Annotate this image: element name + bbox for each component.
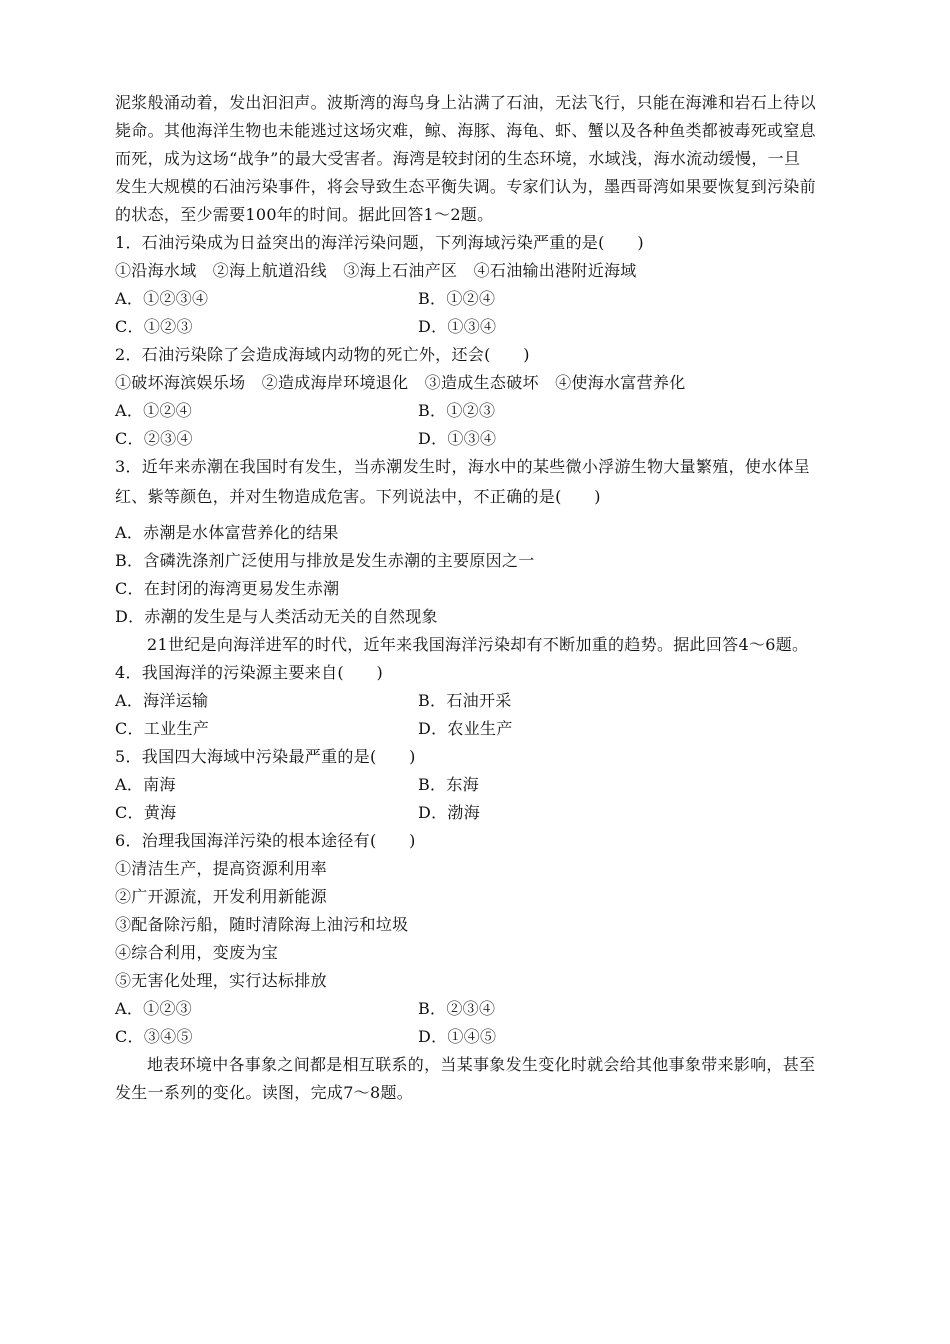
question-3-stem-line2: 红、紫等颜色，并对生物造成危害。下列说法中，不正确的是( ): [115, 487, 601, 506]
question-6-item: ④综合利用，变废为宝: [115, 943, 279, 962]
question-2-option-b: B．①②③: [418, 401, 496, 420]
question-1-option-c: C．①②③: [115, 317, 193, 336]
question-2-option-c: C．②③④: [115, 429, 193, 448]
question-3-option-c: C．在封闭的海湾更易发生赤潮: [115, 579, 340, 598]
question-3-option-d: D．赤潮的发生是与人类活动无关的自然现象: [115, 607, 438, 626]
question-3-option-b: B．含磷洗涤剂广泛使用与排放是发生赤潮的主要原因之一: [115, 551, 535, 570]
question-5-option-c: C．黄海: [115, 803, 177, 822]
question-6-option-d: D．①④⑤: [418, 1027, 497, 1046]
passage-line: 泥浆般涌动着，发出汩汩声。波斯湾的海鸟身上沾满了石油，无法飞行，只能在海滩和岩石上待以: [115, 93, 816, 112]
question-1-stem: 1．石油污染成为日益突出的海洋污染问题，下列海域污染严重的是( ): [115, 233, 644, 252]
question-1-option-a: A．①②③④: [115, 289, 209, 308]
question-1-option-b: B．①②④: [418, 289, 496, 308]
question-6-option-b: B．②③④: [418, 999, 496, 1018]
question-2-items: ①破坏海滨娱乐场 ②造成海岸环境退化 ③造成生态破坏 ④使海水富营养化: [115, 373, 686, 392]
question-6-item: ②广开源流，开发利用新能源: [115, 887, 327, 906]
question-4-option-d: D．农业生产: [418, 719, 513, 738]
passage-line: 的状态，至少需要100年的时间。据此回答1～2题。: [115, 205, 494, 224]
passage-line: 毙命。其他海洋生物也未能逃过这场灾难，鲸、海豚、海龟、虾、蟹以及各种鱼类都被毒死或窒息: [115, 121, 816, 140]
question-3-stem-line1: 3．近年来赤潮在我国时有发生，当赤潮发生时，海水中的某些微小浮游生物大量繁殖，使水体呈: [115, 457, 811, 476]
question-6-item: ①清洁生产，提高资源利用率: [115, 859, 327, 878]
question-5-stem: 5．我国四大海域中污染最严重的是( ): [115, 747, 416, 766]
question-6-stem: 6．治理我国海洋污染的根本途径有( ): [115, 831, 416, 850]
passage-line: 而死，成为这场“战争”的最大受害者。海湾是较封闭的生态环境，水域浅，海水流动缓慢，一旦: [115, 149, 801, 168]
section-intro: 发生一系列的变化。读图，完成7～8题。: [115, 1083, 414, 1102]
question-1-items: ①沿海水域 ②海上航道沿线 ③海上石油产区 ④石油输出港附近海域: [115, 261, 637, 280]
question-6-option-c: C．③④⑤: [115, 1027, 193, 1046]
section-intro: 21世纪是向海洋进军的时代，近年来我国海洋污染却有不断加重的趋势。据此回答4～6题。: [147, 635, 809, 654]
question-2-option-d: D．①③④: [418, 429, 497, 448]
question-6-item: ③配备除污船，随时清除海上油污和垃圾: [115, 915, 409, 934]
passage-line: 发生大规模的石油污染事件，将会导致生态平衡失调。专家们认为，墨西哥湾如果要恢复到污染前: [115, 177, 816, 196]
section-intro: 地表环境中各事象之间都是相互联系的，当某事象发生变化时就会给其他事象带来影响，甚至: [147, 1055, 816, 1074]
question-4-option-c: C．工业生产: [115, 719, 210, 738]
question-2-stem: 2．石油污染除了会造成海域内动物的死亡外，还会( ): [115, 345, 530, 364]
question-6-option-a: A．①②③: [115, 999, 193, 1018]
question-4-option-a: A．海洋运输: [115, 691, 209, 710]
question-5-option-d: D．渤海: [418, 803, 481, 822]
question-5-option-a: A．南海: [115, 775, 176, 794]
question-2-option-a: A．①②④: [115, 401, 193, 420]
question-4-stem: 4．我国海洋的污染源主要来自( ): [115, 663, 384, 682]
question-1-option-d: D．①③④: [418, 317, 497, 336]
question-5-option-b: B．东海: [418, 775, 479, 794]
question-4-option-b: B．石油开采: [418, 691, 512, 710]
question-3-option-a: A．赤潮是水体富营养化的结果: [115, 523, 339, 542]
question-6-item: ⑤无害化处理，实行达标排放: [115, 971, 327, 990]
